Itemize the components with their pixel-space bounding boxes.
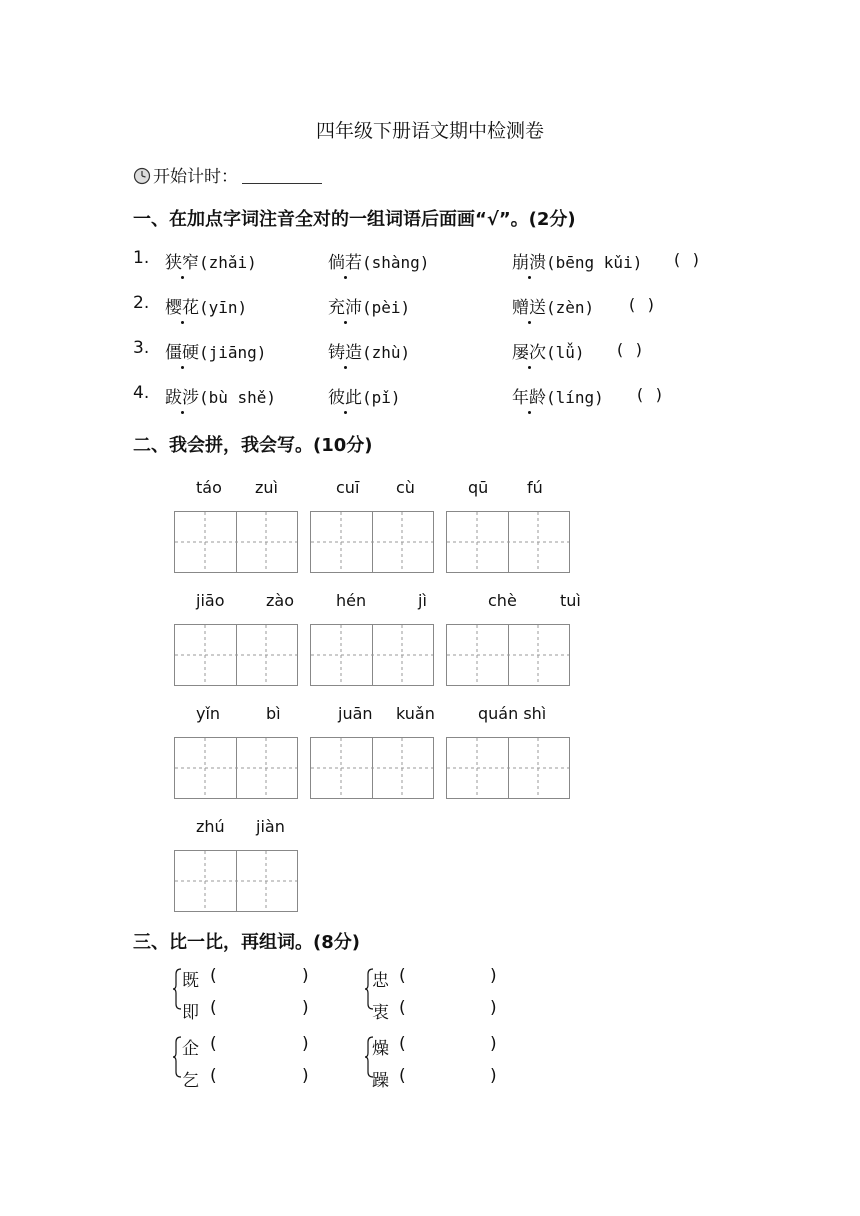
section2-heading: 二、我会拼，我会写。(10分) [133,435,373,456]
grid-guides [311,625,433,685]
q1-option-3b [328,338,410,363]
answer-blank-end: ) [490,1034,497,1054]
section1-heading: 一、在加点字词注音全对的一组词语后面画“√”。(2分) [133,209,576,230]
pinyin: (pǐ) [362,388,401,407]
word: 樱花 [165,298,199,318]
grid-guides [311,738,433,798]
q1-option-3a [165,338,266,363]
word: 崩溃 [512,253,546,273]
row-number: 3. [133,338,150,358]
brace-icon [172,1036,182,1078]
pinyin-label: qū [468,478,489,497]
answer-blank[interactable]: ( [399,1034,406,1054]
grid-guides [175,512,297,572]
answer-blank-2[interactable]: ( ) [627,295,656,314]
word: 铸造 [328,343,362,363]
q1-option-2a [165,293,247,318]
pinyin-label: fú [527,478,543,497]
pinyin-label: chè [488,591,517,610]
pinyin-label: zuì [255,478,278,497]
pinyin-label: kuǎn [396,704,435,723]
writing-grid[interactable] [174,737,298,799]
writing-grid[interactable] [174,511,298,573]
brace-icon [172,968,182,1010]
grid-guides [447,625,569,685]
q1-option-3c [512,338,585,363]
pinyin-label: bì [266,704,281,723]
pinyin-label: yǐn [196,704,221,723]
answer-blank-end: ) [302,1066,309,1086]
writing-grid[interactable] [174,624,298,686]
word: 僵硬 [165,343,199,363]
writing-grid[interactable] [446,737,570,799]
compare-char: 乞 [182,1071,199,1091]
pinyin-label: tuì [560,591,581,610]
timer-blank[interactable] [242,169,322,184]
pinyin-label: cuī [336,478,360,497]
pinyin: (bù shě) [199,388,277,407]
pinyin-label: zào [266,591,294,610]
compare-char: 忠 [372,971,389,991]
q1-option-1b [328,248,429,273]
compare-char: 躁 [372,1071,389,1091]
row-number: 2. [133,293,150,313]
q1-option-2b [328,293,410,318]
answer-blank-end: ) [302,1034,309,1054]
pinyin: (zèn) [546,298,595,317]
grid-guides [175,851,297,911]
compare-char: 既 [182,971,199,991]
q1-row-3 [133,338,149,358]
pinyin-label: táo [196,478,222,497]
word: 彼此 [328,388,362,408]
section3-heading: 三、比一比，再组词。(8分) [133,932,360,953]
answer-blank[interactable]: ( [210,1034,217,1054]
page-title: 四年级下册语文期中检测卷 [315,120,544,142]
answer-blank[interactable]: ( [210,998,217,1018]
answer-blank-4[interactable]: ( ) [635,385,664,404]
answer-blank[interactable]: ( [399,966,406,986]
timer-label: 开始计时： [153,167,238,187]
pinyin: (bēng kǔi) [546,253,643,272]
timer-row [133,162,322,187]
pinyin-label: cù [396,478,415,497]
writing-grid[interactable] [310,624,434,686]
answer-blank-end: ) [490,966,497,986]
answer-blank-end: ) [302,966,309,986]
answer-blank[interactable]: ( [399,998,406,1018]
q1-option-4b [328,383,401,408]
word: 屡次 [512,343,546,363]
q1-option-2c [512,293,594,318]
row-number: 1. [133,248,150,268]
writing-grid[interactable] [310,737,434,799]
compare-char: 衷 [372,1003,389,1023]
pinyin: (yīn) [199,298,248,317]
word: 狭窄 [165,253,199,273]
q1-option-4a [165,383,276,408]
compare-char: 燥 [372,1039,389,1059]
word: 年龄 [512,388,546,408]
pinyin: (zhù) [362,343,411,362]
word: 倘若 [328,253,362,273]
word: 充沛 [328,298,362,318]
pinyin: (lǚ) [546,343,585,362]
row-number: 4. [133,383,150,403]
word: 跋涉 [165,388,199,408]
q1-row-4 [133,383,149,403]
pinyin-label: jiàn [256,817,285,836]
answer-blank-end: ) [302,998,309,1018]
pinyin-label: jì [418,591,427,610]
q1-row-1 [133,248,149,268]
pinyin-label: hén [336,591,367,610]
grid-guides [311,512,433,572]
answer-blank-end: ) [490,998,497,1018]
pinyin-label: juān [338,704,373,723]
writing-grid[interactable] [446,511,570,573]
grid-guides [175,625,297,685]
answer-blank-3[interactable]: ( ) [615,340,644,359]
answer-blank-end: ) [490,1066,497,1086]
pinyin-label: jiāo [196,591,225,610]
answer-blank[interactable]: ( [210,966,217,986]
clock-icon [133,167,151,185]
pinyin: (zhǎi) [199,253,257,272]
writing-grid[interactable] [310,511,434,573]
q1-option-1c [512,248,642,273]
answer-blank[interactable]: ( [399,1066,406,1086]
answer-blank[interactable]: ( [210,1066,217,1086]
q1-option-1a [165,248,257,273]
compare-char: 企 [182,1039,199,1059]
pinyin: (jiāng) [199,343,267,362]
grid-guides [447,512,569,572]
pinyin-label: quán shì [478,704,547,723]
pinyin-label: zhú [196,817,225,836]
answer-blank-1[interactable]: ( ) [672,250,701,269]
writing-grid[interactable] [174,850,298,912]
grid-guides [447,738,569,798]
compare-char: 即 [182,1003,199,1023]
grid-guides [175,738,297,798]
pinyin: (shàng) [362,253,430,272]
writing-grid[interactable] [446,624,570,686]
q1-option-4c [512,383,604,408]
word: 赠送 [512,298,546,318]
q1-row-2 [133,293,149,313]
pinyin: (líng) [546,388,604,407]
pinyin: (pèi) [362,298,411,317]
